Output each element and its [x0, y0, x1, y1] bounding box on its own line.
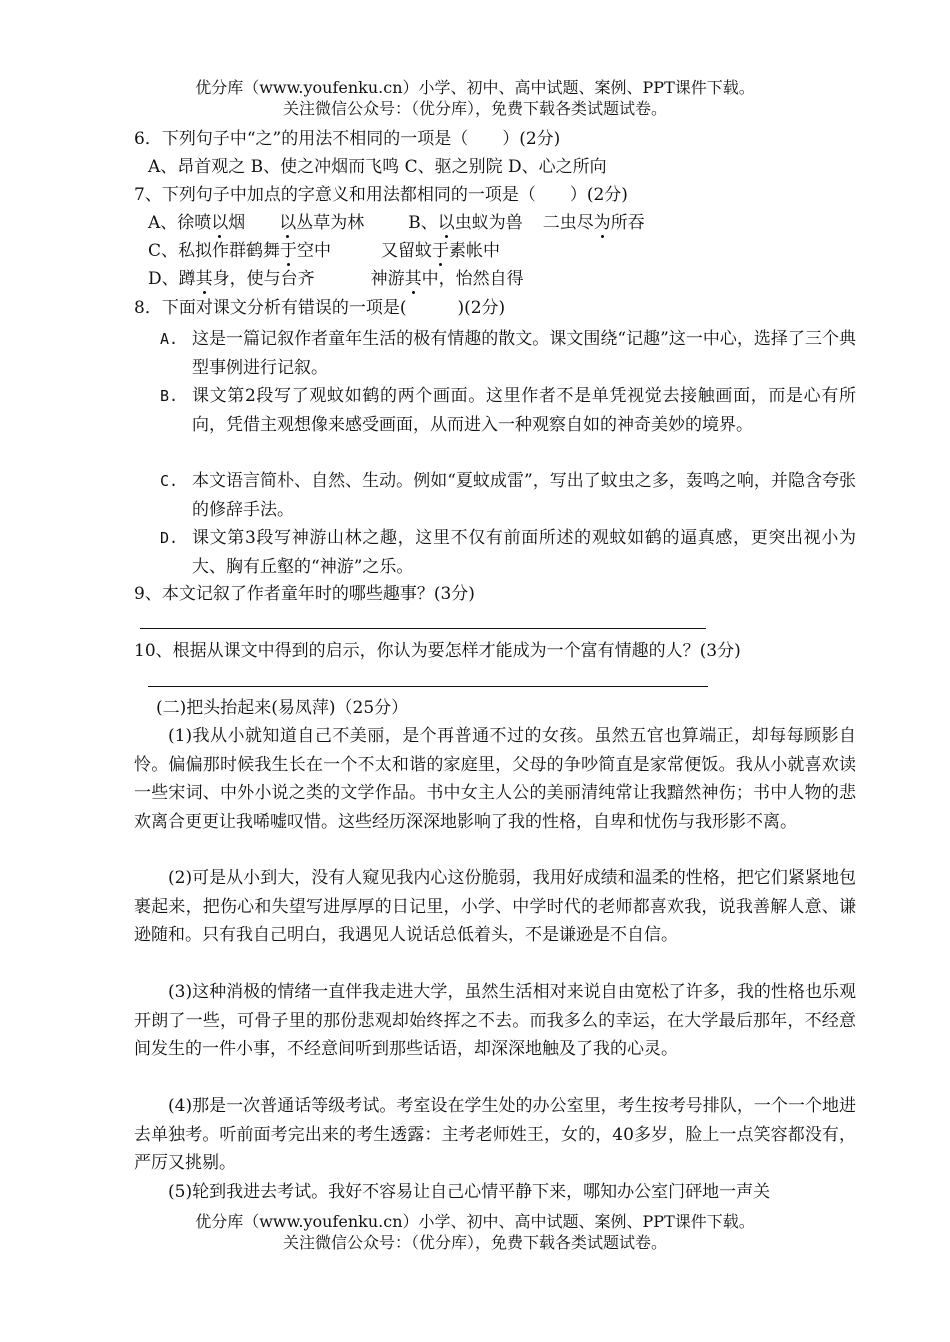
q7-c1-dotted-char: 于 — [280, 241, 298, 261]
q8-option-c — [160, 467, 856, 525]
q8-option-text: 本文语言简朴、自然、生动。例如“夏蚊成雷”，写出了蚊虫之多，轰鸣之响，并隐含夸张的修辞手法。 — [192, 471, 856, 520]
q6-options: A、昂首观之 B、使之冲烟而飞鸣 C、驱之别院 D、心之所向 — [148, 157, 607, 177]
page-header — [0, 77, 950, 119]
q7-option-d — [148, 267, 524, 291]
q7-c1-post: 空中 — [297, 241, 332, 261]
q7-a1-dotted-char: 以 — [211, 213, 229, 233]
q8-option-text: 课文第3段写神游山林之趣，这里不仅有前面所述的观蚊如鹤的逼真感，更突出视小为大、胸有丘壑的“神游”之乐。 — [192, 528, 856, 577]
q7-b2-post: 所吞 — [610, 213, 645, 233]
q7-option-a — [148, 211, 645, 235]
q8-option-label: A. — [160, 330, 179, 348]
q7-d1-dotted-char: 其 — [195, 269, 213, 289]
q8-option-b — [160, 382, 856, 440]
q7-d1-pre: D、蹲 — [148, 269, 196, 289]
footer-line-1: 优分库（www.youfenku.cn）小学、初中、高中试题、案例、PPT课件下载。 — [195, 1212, 755, 1231]
q8-option-a — [160, 325, 856, 383]
q7-b2-dotted-char: 为 — [593, 213, 611, 233]
q7-c1-pre: C、私拟作群鹤舞 — [148, 241, 281, 261]
q8-option-text: 课文第2段写了观蚊如鹤的两个画面。这里作者不是单凭视觉去接触画面，而是心有所向，凭借主观想像来感受画面，从而进入一种观察自如的神奇美妙的境界。 — [192, 386, 856, 435]
q7-d2-dotted-char: 其 — [404, 269, 422, 289]
header-line-1: 优分库（www.youfenku.cn）小学、初中、高中试题、案例、PPT课件下载。 — [195, 78, 755, 97]
q7-a1-pre: A、徐喷 — [148, 213, 212, 233]
q10-answer-line[interactable] — [148, 686, 708, 687]
q10-stem: 10、根据从课文中得到的启示，你认为要怎样才能成为一个富有情趣的人？(3分) — [134, 641, 741, 661]
q7-stem: 7、下列句子中加点的字意义和用法都相同的一项是（ ）(2分) — [134, 185, 628, 205]
q7-c2-pre: 又留蚊 — [381, 241, 433, 261]
q7-d2-post: 中，怡然自得 — [421, 269, 524, 289]
q9-stem: 9、本文记叙了作者童年时的哪些趣事？(3分) — [134, 584, 475, 604]
q6-stem: 6．下列句子中“之”的用法不相同的一项是（ ）(2分) — [134, 129, 561, 149]
passage-paragraph-2: (2)可是从小到大，没有人窥见我内心这份脆弱，我用好成绩和温柔的性格，把它们紧紧地包裹起来，把伤心和失望写进厚厚的日记里，小学、中学时代的老师都喜欢我，说我善解人意、谦逊随和。只有我自己明白，我遇见人说话总低着头，不是谦逊是不自信。 — [134, 868, 856, 945]
q7-a2-dotted-char: 以 — [279, 213, 297, 233]
q9-answer-line[interactable] — [140, 628, 706, 629]
header-line-2: 关注微信公众号：（优分库），免费下载各类试题试卷。 — [282, 99, 667, 118]
passage-paragraph-4: (4)那是一次普通话等级考试。考室设在学生处的办公室里，考生按考号排队，一个一个地进去单独考。听前面考完出来的考生透露：主考老师姓王，女的，40多岁，脸上一点笑容都没有，严厉又挑剔。 — [134, 1096, 856, 1173]
page-footer — [0, 1211, 950, 1253]
q7-d1-post: 身，使与台齐 — [212, 269, 315, 289]
q8-option-text: 这是一篇记叙作者童年生活的极有情趣的散文。课文围绕“记趣”这一中心，选择了三个典型事例进行记叙。 — [192, 329, 856, 378]
q8-option-label: C. — [160, 472, 179, 490]
q7-a2-post: 丛草为林 — [296, 213, 365, 233]
q7-b1-pre: B、 — [408, 213, 438, 233]
q8-option-label: D. — [160, 529, 179, 547]
q7-option-c — [148, 239, 500, 263]
q7-c2-dotted-char: 于 — [432, 241, 450, 261]
passage-paragraph-5: (5)轮到我进去考试。我好不容易让自己心情平静下来，哪知办公室门砰地一声关 — [168, 1182, 771, 1202]
q7-a1-post: 烟 — [228, 213, 246, 233]
q7-c2-post: 素帐中 — [449, 241, 501, 261]
section-2-title: (二)把头抬起来(易凤萍)（25分） — [156, 698, 409, 718]
q8-option-d — [160, 524, 856, 582]
footer-line-2: 关注微信公众号：（优分库），免费下载各类试题试卷。 — [282, 1233, 667, 1252]
q7-b2-pre: 二虫尽 — [542, 213, 594, 233]
q8-stem: 8．下面对课文分析有错误的一项是( )(2分) — [134, 298, 506, 318]
passage-paragraph-3: (3)这种消极的情绪一直伴我走进大学，虽然生活相对来说自由宽松了许多，我的性格也乐观开朗了一些，可骨子里的那份悲观却始终挥之不去。而我多么的幸运，在大学最后那年，不经意间发生的一件小事，不经意间听到那些话语，却深深地触及了我的心灵。 — [134, 982, 856, 1059]
passage-paragraph-1: (1)我从小就知道自己不美丽，是个再普通不过的女孩。虽然五官也算端正，却每每顾影自怜。偏偏那时候我生长在一个不太和谐的家庭里，父母的争吵简直是家常便饭。我从小就喜欢读一些宋词、中外小说之类的文学作品。书中女主人公的美丽清纯常让我黯然神伤；书中人物的悲欢离合更更让我唏嘘叹惜。这些经历深深地影响了我的性格，自卑和忧伤与我形影不离。 — [134, 726, 856, 832]
q7-b1-dotted-char: 以 — [437, 213, 455, 233]
q8-option-label: B. — [160, 387, 179, 405]
q7-b1-post: 虫蚁为兽 — [454, 213, 523, 233]
q7-d2-pre: 神游 — [370, 269, 405, 289]
